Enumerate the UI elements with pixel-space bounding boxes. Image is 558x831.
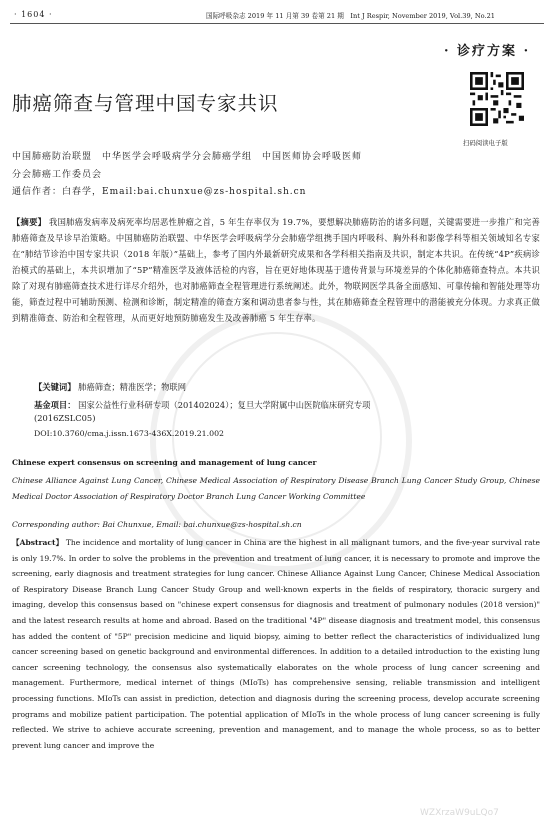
qr-caption: 扫码阅读电子版 — [463, 139, 508, 147]
fund-text: 国家公益性行业科研专项（201402024）；复旦大学附属中山医院临床研究专项 — [78, 400, 371, 410]
keywords-cn — [34, 381, 186, 393]
keywords-label: 【关键词】 — [34, 382, 76, 392]
page-title: 肺癌筛查与管理中国专家共识 — [12, 92, 279, 115]
english-abstract — [12, 535, 540, 753]
fund-line-2: (2016ZSLC05) — [34, 413, 96, 423]
authors-line-2: 分会肺癌工作委员会 — [12, 170, 103, 180]
fund-label: 基金项目： — [34, 400, 76, 410]
journal-info: 国际呼吸杂志 2019 年 11 月第 39 卷第 21 期 Int J Respir, November 2019, Vol.39, No.21 — [206, 12, 495, 20]
english-abstract-label: 【Abstract】 — [12, 538, 64, 547]
page-number: · 1604 · — [14, 10, 53, 19]
section-label: · 诊疗方案 · — [444, 44, 531, 59]
english-title: Chinese expert consensus on screening and management of lung cancer — [12, 458, 317, 467]
header-rule — [10, 23, 544, 24]
authors-line-1: 中国肺癌防治联盟 中华医学会呼吸病学分会肺癌学组 中国医师协会呼吸医师 — [12, 152, 363, 162]
doi[interactable]: DOI:10.3760/cma.j.issn.1673-436X.2019.21.002 — [34, 429, 224, 438]
english-abstract-text: The incidence and mortality of lung cancer in China are the highest in all malignant tumors, and the five-year survival rate is only 19.7%. In order to solve the problems in the prevention and treatment of lung cancer, it is necessary to promote and improve the screening, early diagnosis and treatment strategies for lung cancer. Chinese Alliance Against Lung Cancer, Chinese Medical Association of Respiratory Disease Branch Lung Cancer Study Group and well-known experts in the fields of respiratory, thoracic surgery and imaging, develop this consensus based on "chinese expert consensus for diagnosis and treatment of pulmonary nodules (2018 version)" and the latest research results at home and abroad. Based on the traditional "4P" disease diagnosis and treatment model, this consensus has added the content of "5P" precision medicine and liquid biopsy, aiming to better reflect the characteristics of individualized lung cancer screening based on genetic background and environmental differences. In addition to a detailed introduction to the existing lung cancer screening technology, the consensus also systematically elaborates on the whole process of lung cancer screening and management. Furthermore, medical internet of things (MIoTs) has comprehensive sensing, reliable transmission and intelligent processing functions. MIoTs can assist in prediction, detection and diagnosis during the screening process, develop accurate screening programs and mobilize patient participation. The potential application of MIoTs in the whole process of lung cancer screening is fully reflected. We strive to achieve accurate screening, prevention and management, and to manage the whole process, so as to better prevent lung cancer and improve the — [12, 538, 540, 750]
abstract-cn — [12, 214, 540, 326]
corresponding-author-cn: 通信作者：白春学，Email:bai.chunxue@zs-hospital.sh.cn — [12, 187, 307, 197]
qr-code-icon[interactable] — [470, 72, 524, 126]
watermark-text: WZXrzaW9uLQo7 — [420, 808, 499, 818]
abstract-cn-label: 【摘要】 — [12, 217, 47, 227]
abstract-cn-text: 我国肺癌发病率及病死率均居恶性肿瘤之首，5 年生存率仅为 19.7%，要想解决肺癌防治的诸多问题，关键需要进一步推广和完善肺癌筛查及早诊早治策略。中国肺癌防治联盟、中华医学会呼吸病学分会肺癌学组携手国内呼吸科、胸外科和影像学科等相关领域知名专家在“肺结节诊治中国专家共识（2018 年版）”基础上，参考了国内外最新研究成果和各学科相关指南及共识，制定本共识。在传统“4P”疾病诊治模式的基础上，本共识增加了“5P”精准医学及液体活检的内容，旨在更好地体现基于遗传背景与环境差异的个体化肺癌筛查特点。本共识除了对现有肺癌筛查技术进行详尽介绍外，也对肺癌筛查全程管理进行系统阐述。此外，物联网医学具备全面感知、可靠传输和智能处理等功能，筛查过程中可辅助预测、检测和诊断，制定精准的筛查方案和调动患者参与性，其在肺癌筛查全程管理中的潜能被充分体现。力求真正做到精准筛查、防治和全程管理，从而更好地预防肺癌发生及改善肺癌 5 年生存率。 — [12, 217, 541, 323]
english-authors: Chinese Alliance Against Lung Cancer, Chinese Medical Association of Respiratory Disease Branch Lung Cancer Study Group, Chinese Medical Doctor Association of Respiratory Doctor Branch Lung Cancer Working Committee — [12, 476, 540, 501]
keywords-text: 肺癌筛查；精准医学；物联网 — [78, 382, 187, 392]
english-corresponding-author: Corresponding author: Bai Chunxue, Email: bai.chunxue@zs-hospital.sh.cn — [12, 520, 302, 529]
fund-line-1 — [34, 397, 540, 413]
